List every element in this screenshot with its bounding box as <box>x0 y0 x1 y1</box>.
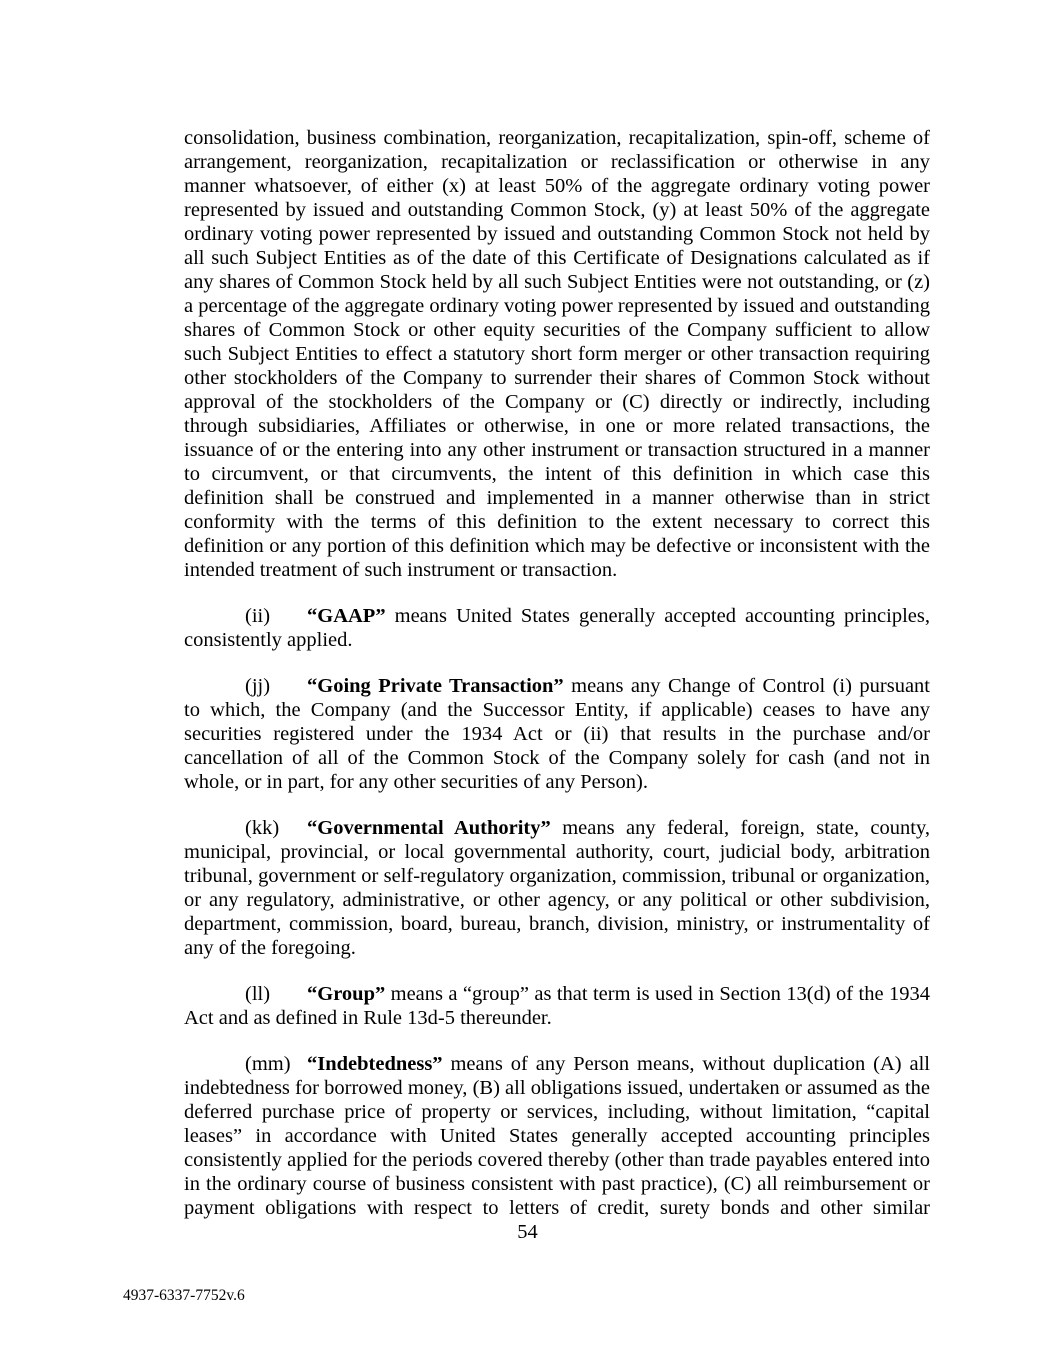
definition-text: means any Change of Control (i) pursuant to which, the Company (and the Successor Entity, if applicable) ceases to have any securities registered under the 1934 Act or (ii) that results in the purchase and/or cancellation of all of the Common Stock of the Company solely for cash (and not in whole, or in part, for any other securities of any Person). <box>184 675 930 793</box>
definition-paragraph-going-private-transaction <box>184 674 930 794</box>
definition-paragraph-indebtedness <box>184 1052 930 1220</box>
definition-paragraph-governmental-authority <box>184 816 930 960</box>
definition-text: means United States generally accepted accounting principles, consistently applied. <box>184 605 930 651</box>
defined-term: “Indebtedness” <box>307 1053 443 1075</box>
defined-term: “Group” <box>307 983 386 1005</box>
document-control-number: 4937-6337-7752v.6 <box>123 1287 245 1304</box>
document-text-block <box>184 126 930 1242</box>
definition-label: (kk) <box>245 817 280 839</box>
definition-label: (jj) <box>245 675 271 697</box>
definition-paragraph-gaap <box>184 604 930 652</box>
definition-text: means a “group” as that term is used in Section 13(d) of the 1934 Act and as defined in Rule 13d-5 thereunder. <box>184 983 930 1029</box>
definition-text: means any federal, foreign, state, county, municipal, provincial, or local governmental authority, court, judicial body, arbitration tribunal, government or self-regulatory organization, commission, tribunal or organization, or any regulatory, administrative, or other agency, or any political or other subdivision, department, commission, board, bureau, branch, division, ministry, or instrumentality of any of the foregoing. <box>184 817 930 959</box>
definition-text: means of any Person means, without duplication (A) all indebtedness for borrowed money, (B) all obligations issued, undertaken or assumed as the deferred purchase price of property or services, including, without limitation, “capital leases” in accordance with United States generally accepted accounting principles consistently applied for the periods covered thereby (other than trade payables entered into in the ordinary course of business consistent with past practice), (C) all reimbursement or payment obligations with respect to letters of credit, surety bonds and other similar <box>184 1053 930 1219</box>
definition-paragraph-group <box>184 982 930 1030</box>
defined-term: “GAAP” <box>307 605 386 627</box>
definition-label: (ll) <box>245 983 271 1005</box>
continuation-paragraph <box>184 126 930 582</box>
page-number: 54 <box>517 1221 538 1243</box>
defined-term: “Governmental Authority” <box>307 817 551 839</box>
defined-term: “Going Private Transaction” <box>307 675 564 697</box>
definition-label: (ii) <box>245 605 271 627</box>
definition-label: (mm) <box>245 1053 291 1075</box>
paragraph-text: consolidation, business combination, reorganization, recapitalization, spin-off, scheme of arrangement, reorganization, recapitalization or reclassification or otherwise in any manner whatsoever, of either (x) at least 50% of the aggregate ordinary voting power represented by issued and outstanding Common Stock, (y) at least 50% of the aggregate ordinary voting power represented by issued and outstanding Common Stock not held by all such Subject Entities as of the date of this Certificate of Designations calculated as if any shares of Common Stock held by all such Subject Entities were not outstanding, or (z) a percentage of the aggregate ordinary voting power represented by issued and outstanding shares of Common Stock or other equity securities of the Company sufficient to allow such Subject Entities to effect a statutory short form merger or other transaction requiring other stockholders of the Company to surrender their shares of Common Stock without approval of the stockholders of the Company or (C) directly or indirectly, including through subsidiaries, Affiliates or otherwise, in one or more related transactions, the issuance of or the entering into any other instrument or transaction structured in a manner to circumvent, or that circumvents, the intent of this definition in which case this definition shall be construed and implemented in a manner otherwise than in strict conformity with the terms of this definition to the extent necessary to correct this definition or any portion of this definition which may be defective or inconsistent with the intended treatment of such instrument or transaction. <box>184 127 930 581</box>
